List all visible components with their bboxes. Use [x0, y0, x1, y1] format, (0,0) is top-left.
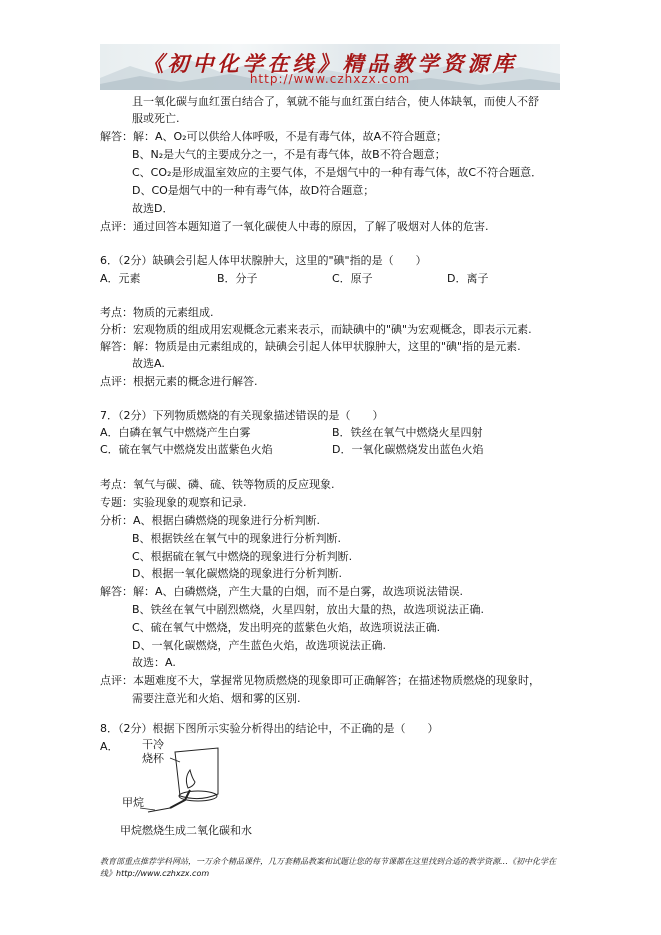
q5-solution-d: D、CO是烟气中的一种有毒气体，故D符合题意； [132, 184, 375, 197]
figure-label-methane: 甲烷 [122, 796, 144, 809]
beaker-flame-diagram-icon [100, 738, 320, 838]
q7-stem: 7．（2分）下列物质燃烧的有关现象描述错误的是（ ） [100, 409, 384, 422]
q7-answer: 故选：A. [132, 656, 176, 669]
q6-option-d: D．离子 [447, 272, 489, 285]
q7-comment-line1: 点评：本题难度不大，掌握常见物质燃烧的现象即可正确解答；在描述物质燃烧的现象时， [100, 674, 540, 687]
q7-option-c: C．硫在氧气中燃烧发出蓝紫色火焰 [100, 443, 273, 456]
q6-solution: 解答：解：物质是由元素组成的，缺碘会引起人体甲状腺肿大，这里的"碘"指的是元素. [100, 340, 521, 353]
q6-analysis: 分析：宏观物质的组成用宏观概念元素来表示，而缺碘中的"碘"为宏观概念，即表示元素. [100, 323, 532, 336]
figure-label-dry-cold: 干冷 [142, 738, 164, 751]
q6-comment: 点评：根据元素的概念进行解答. [100, 375, 258, 388]
q7-analysis-b: B、根据铁丝在氧气中的现象进行分析判断. [132, 532, 342, 545]
q7-subject: 专题：实验现象的观察和记录. [100, 496, 247, 509]
q5-analysis-line2: 服或死亡. [132, 112, 180, 125]
q7-option-b: B．铁丝在氧气中燃烧火星四射 [332, 426, 483, 439]
q8-option-a: A． [100, 740, 119, 753]
q6-topic: 考点：物质的元素组成. [100, 306, 214, 319]
q7-solution-b: B、铁丝在氧气中剧烈燃烧，火星四射，放出大量的热，故选项说法正确. [132, 603, 485, 616]
site-title: 《初中化学在线》精品教学资源库 [142, 51, 518, 76]
q5-solution-a: 解答：解：A、O₂可以供给人体呼吸，不是有毒气体，故A不符合题意； [100, 130, 448, 143]
q7-analysis-c: C、根据硫在氧气中燃烧的现象进行分析判断. [132, 550, 353, 563]
page-footer: 教育部重点推荐学科网站，一万余个精品课件，几万套精品教案和试题让您的每节课都在这里找到合适的教学资源…《初中化学在线》http://www.czhxzx.com [100, 857, 556, 878]
q7-analysis-a: 分析：A、根据白磷燃烧的现象进行分析判断. [100, 514, 321, 527]
q5-solution-b: B、N₂是大气的主要成分之一，不是有毒气体，故B不符合题意； [132, 148, 446, 161]
q5-answer: 故选D． [132, 202, 174, 215]
q7-solution-d: D、一氧化碳燃烧，产生蓝色火焰，故选项说法正确. [132, 639, 386, 652]
q7-topic: 考点：氧气与碳、磷、硫、铁等物质的反应现象. [100, 478, 335, 491]
header-banner [100, 44, 560, 90]
figure-caption: 甲烷燃烧生成二氧化碳和水 [120, 824, 252, 837]
figure-label-beaker: 烧杯 [142, 752, 164, 765]
q5-comment: 点评：通过回答本题知道了一氧化碳使人中毒的原因，了解了吸烟对人体的危害. [100, 220, 489, 233]
methane-experiment-figure [100, 738, 320, 838]
q7-comment-line2: 需要注意光和火焰、烟和雾的区别. [132, 692, 301, 705]
q5-analysis-line1: 且一氧化碳与血红蛋白结合了，氧就不能与血红蛋白结合，使人体缺氧，而使人不舒 [132, 95, 539, 108]
q7-option-d: D．一氧化碳燃烧发出蓝色火焰 [332, 443, 484, 456]
q7-analysis-d: D、根据一氧化碳燃烧的现象进行分析判断. [132, 567, 342, 580]
q7-option-a: A．白磷在氧气中燃烧产生白雾 [100, 426, 251, 439]
q6-option-b: B．分子 [217, 272, 258, 285]
site-url[interactable]: http://www.czhxzx.com [249, 72, 411, 86]
q6-answer: 故选A. [132, 357, 165, 370]
q5-solution-c: C、CO₂是形成温室效应的主要气体，不是烟气中的一种有毒气体，故C不符合题意． [132, 166, 543, 179]
q6-option-a: A．元素 [100, 272, 141, 285]
q6-stem: 6．（2分）缺碘会引起人体甲状腺肿大，这里的"碘"指的是（ ） [100, 254, 427, 267]
q8-stem: 8．（2分）根据下图所示实验分析得出的结论中，不正确的是（ ） [100, 722, 439, 735]
q6-option-c: C．原子 [332, 272, 373, 285]
q7-solution-c: C、硫在氧气中燃烧，发出明亮的蓝紫色火焰，故选项说法正确. [132, 621, 441, 634]
q7-solution-a: 解答：解：A、白磷燃烧，产生大量的白烟，而不是白雾，故选项说法错误. [100, 585, 464, 598]
